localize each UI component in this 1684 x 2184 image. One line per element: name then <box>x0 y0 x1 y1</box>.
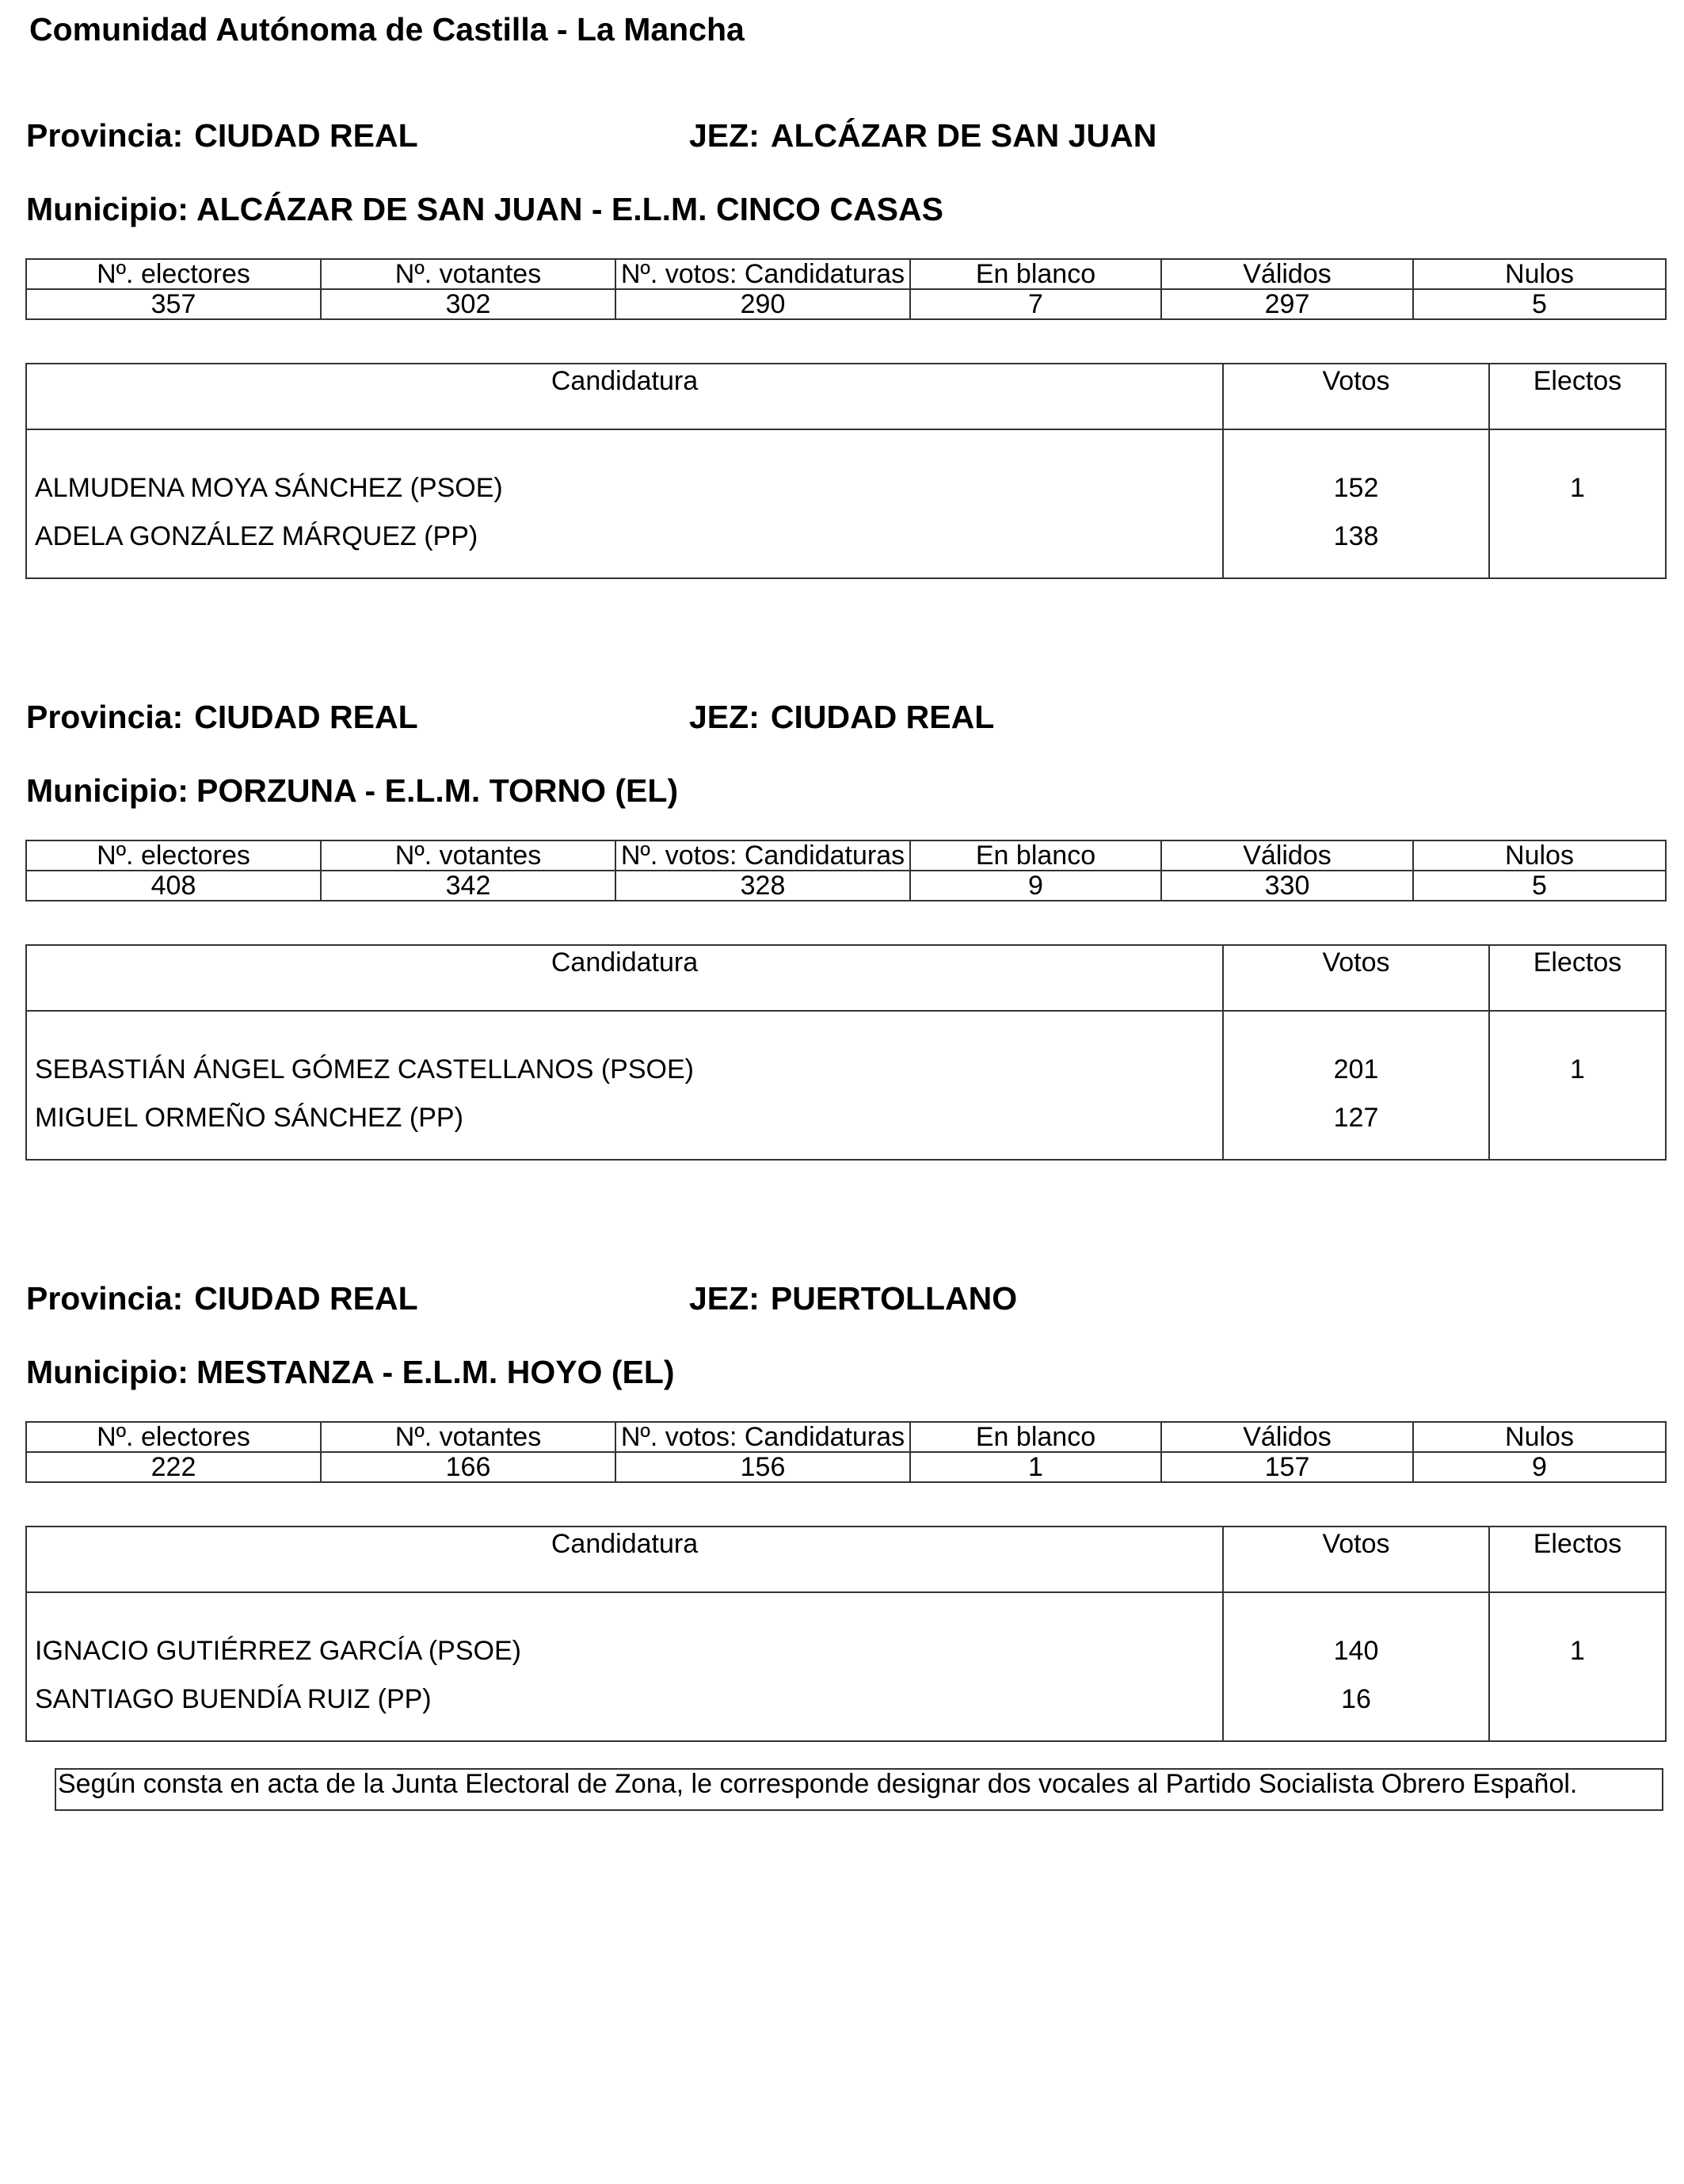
header-candidatura: Candidatura <box>26 1527 1223 1592</box>
candidate-votos: 16 <box>1223 1678 1489 1741</box>
summary-header-row <box>26 1422 1666 1452</box>
table-row <box>26 1592 1666 1678</box>
header-validos: Válidos <box>1161 840 1413 871</box>
value-en-blanco: 7 <box>910 289 1161 319</box>
candidate-electos: 1 <box>1489 429 1666 515</box>
municipio-line <box>26 191 943 228</box>
candidate-name: IGNACIO GUTIÉRREZ GARCÍA (PSOE) <box>26 1592 1223 1678</box>
candidate-votos: 138 <box>1223 515 1489 578</box>
candidate-name: SANTIAGO BUENDÍA RUIZ (PP) <box>26 1678 1223 1741</box>
provincia-value: CIUDAD REAL <box>194 699 418 735</box>
summary-table <box>25 840 1667 901</box>
value-votantes: 166 <box>321 1452 615 1482</box>
header-votos: Votos <box>1223 945 1489 1011</box>
header-candidatura: Candidatura <box>26 945 1223 1011</box>
summary-value-row <box>26 289 1666 319</box>
candidates-header-row <box>26 1527 1666 1592</box>
candidate-votos: 201 <box>1223 1011 1489 1096</box>
header-electos: Electos <box>1489 1527 1666 1592</box>
value-nulos: 5 <box>1413 289 1666 319</box>
municipio-label: Municipio: <box>26 191 189 227</box>
candidates-table <box>25 1526 1667 1742</box>
jez-label: JEZ: <box>689 699 760 735</box>
candidate-electos <box>1489 1678 1666 1741</box>
header-electores: Nº. electores <box>26 1422 321 1452</box>
jez-line <box>689 699 994 736</box>
municipality-section <box>0 699 1684 1269</box>
value-nulos: 5 <box>1413 871 1666 901</box>
header-electores: Nº. electores <box>26 259 321 289</box>
candidate-electos: 1 <box>1489 1011 1666 1096</box>
jez-line <box>689 117 1156 154</box>
note-box: Según consta en acta de la Junta Electoral de Zona, le corresponde designar dos vocales al Partido Socialista Obrero Español. <box>55 1768 1663 1811</box>
header-votos-candidaturas: Nº. votos: Candidaturas <box>615 1422 910 1452</box>
jez-label: JEZ: <box>689 1280 760 1317</box>
provincia-label: Provincia: <box>26 699 184 735</box>
header-en-blanco: En blanco <box>910 259 1161 289</box>
summary-header-row <box>26 840 1666 871</box>
summary-table <box>25 1421 1667 1483</box>
candidates-table <box>25 363 1667 579</box>
municipio-line <box>26 1354 675 1391</box>
header-electores: Nº. electores <box>26 840 321 871</box>
header-validos: Válidos <box>1161 1422 1413 1452</box>
header-electos: Electos <box>1489 945 1666 1011</box>
jez-value: CIUDAD REAL <box>770 699 995 735</box>
header-electos: Electos <box>1489 364 1666 429</box>
value-nulos: 9 <box>1413 1452 1666 1482</box>
jez-value: PUERTOLLANO <box>770 1280 1018 1317</box>
candidate-name: ADELA GONZÁLEZ MÁRQUEZ (PP) <box>26 515 1223 578</box>
header-votos-candidaturas: Nº. votos: Candidaturas <box>615 840 910 871</box>
jez-line <box>689 1280 1017 1317</box>
candidates-header-row <box>26 945 1666 1011</box>
candidate-electos <box>1489 515 1666 578</box>
header-en-blanco: En blanco <box>910 1422 1161 1452</box>
header-nulos: Nulos <box>1413 259 1666 289</box>
value-en-blanco: 1 <box>910 1452 1161 1482</box>
header-nulos: Nulos <box>1413 840 1666 871</box>
jez-label: JEZ: <box>689 117 760 154</box>
provincia-value: CIUDAD REAL <box>194 1280 418 1317</box>
value-validos: 157 <box>1161 1452 1413 1482</box>
summary-header-row <box>26 259 1666 289</box>
header-votantes: Nº. votantes <box>321 1422 615 1452</box>
value-votos-candidaturas: 328 <box>615 871 910 901</box>
value-votos-candidaturas: 290 <box>615 289 910 319</box>
municipio-label: Municipio: <box>26 772 189 809</box>
municipality-section <box>0 117 1684 688</box>
table-row <box>26 515 1666 578</box>
value-electores: 222 <box>26 1452 321 1482</box>
municipio-value: ALCÁZAR DE SAN JUAN - E.L.M. CINCO CASAS <box>196 191 943 227</box>
summary-value-row <box>26 1452 1666 1482</box>
candidates-header-row <box>26 364 1666 429</box>
table-row <box>26 429 1666 515</box>
candidate-name: MIGUEL ORMEÑO SÁNCHEZ (PP) <box>26 1096 1223 1160</box>
candidates-table <box>25 944 1667 1161</box>
value-votantes: 302 <box>321 289 615 319</box>
header-candidatura: Candidatura <box>26 364 1223 429</box>
municipio-label: Municipio: <box>26 1354 189 1390</box>
candidate-name: SEBASTIÁN ÁNGEL GÓMEZ CASTELLANOS (PSOE) <box>26 1011 1223 1096</box>
municipality-section <box>0 1280 1684 1850</box>
provincia-line <box>26 1280 418 1317</box>
header-votos: Votos <box>1223 1527 1489 1592</box>
header-nulos: Nulos <box>1413 1422 1666 1452</box>
candidate-votos: 127 <box>1223 1096 1489 1160</box>
provincia-line <box>26 117 418 154</box>
table-row <box>26 1678 1666 1741</box>
candidate-votos: 152 <box>1223 429 1489 515</box>
municipio-line <box>26 772 678 810</box>
candidate-electos: 1 <box>1489 1592 1666 1678</box>
jez-value: ALCÁZAR DE SAN JUAN <box>770 117 1157 154</box>
provincia-label: Provincia: <box>26 1280 184 1317</box>
value-electores: 408 <box>26 871 321 901</box>
header-votos-candidaturas: Nº. votos: Candidaturas <box>615 259 910 289</box>
provincia-value: CIUDAD REAL <box>194 117 418 154</box>
header-votos: Votos <box>1223 364 1489 429</box>
summary-table <box>25 258 1667 320</box>
header-votantes: Nº. votantes <box>321 840 615 871</box>
header-votantes: Nº. votantes <box>321 259 615 289</box>
table-row <box>26 1011 1666 1096</box>
candidate-votos: 140 <box>1223 1592 1489 1678</box>
page-title: Comunidad Autónoma de Castilla - La Mancha <box>29 11 745 48</box>
value-validos: 297 <box>1161 289 1413 319</box>
provincia-line <box>26 699 418 736</box>
table-row <box>26 1096 1666 1160</box>
candidate-electos <box>1489 1096 1666 1160</box>
value-validos: 330 <box>1161 871 1413 901</box>
value-votantes: 342 <box>321 871 615 901</box>
value-en-blanco: 9 <box>910 871 1161 901</box>
summary-value-row <box>26 871 1666 901</box>
header-validos: Válidos <box>1161 259 1413 289</box>
municipio-value: PORZUNA - E.L.M. TORNO (EL) <box>196 772 679 809</box>
municipio-value: MESTANZA - E.L.M. HOYO (EL) <box>196 1354 675 1390</box>
value-electores: 357 <box>26 289 321 319</box>
candidate-name: ALMUDENA MOYA SÁNCHEZ (PSOE) <box>26 429 1223 515</box>
value-votos-candidaturas: 156 <box>615 1452 910 1482</box>
header-en-blanco: En blanco <box>910 840 1161 871</box>
provincia-label: Provincia: <box>26 117 184 154</box>
